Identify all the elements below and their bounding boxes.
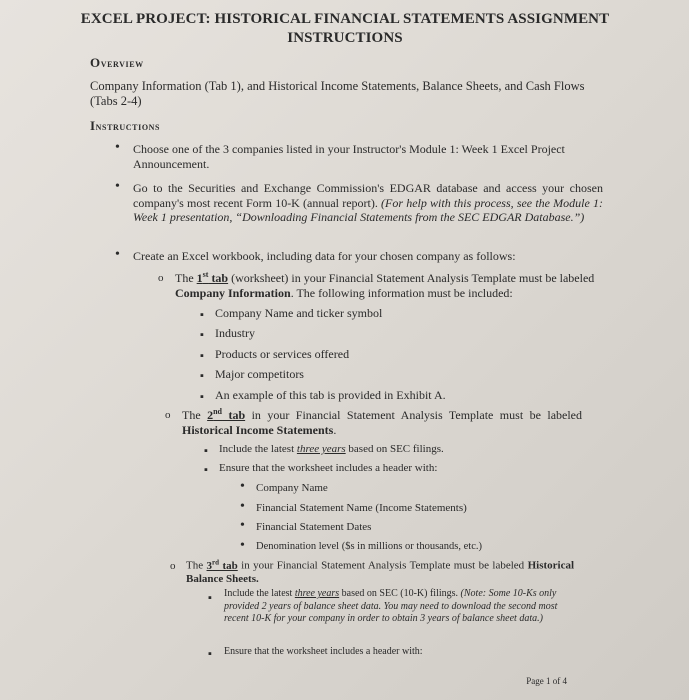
tab3-description: The 3rd tab in your Financial Statement Analysis Template must be labeled Historical Balance Sheets.	[186, 558, 575, 586]
tab1-item-4: Major competitors	[215, 367, 304, 381]
tab2-label: Historical Income Statements	[182, 422, 334, 437]
tab1-item-5: An example of this tab is provided in Exhibit A.	[215, 388, 446, 402]
square-bullet-icon	[208, 644, 212, 662]
tab2-header-item-2: Financial Statement Name (Income Statements)	[256, 502, 467, 514]
tab2-ensure: Ensure that the worksheet includes a header with:	[219, 462, 438, 474]
bullet-icon	[115, 177, 120, 195]
bullet-2-note: (For help with this process, see the Module 1: Week 1 presentation, “Downloading Financial Statements from the SEC EDGAR Database.”)	[133, 195, 603, 224]
square-bullet-icon	[208, 588, 212, 606]
tab1-item-3: Products or services offered	[215, 347, 350, 361]
square-bullet-icon	[200, 346, 204, 364]
square-bullet-icon	[204, 441, 208, 459]
square-bullet-icon	[200, 366, 204, 384]
bullet-icon	[240, 477, 245, 495]
tab3-ensure: Ensure that the worksheet includes a header with:	[224, 646, 423, 657]
overview-heading: Overview	[90, 55, 144, 70]
tab2-header-item-3: Financial Statement Dates	[256, 521, 372, 533]
bullet-icon	[240, 497, 245, 515]
document-title	[60, 10, 630, 48]
square-bullet-icon	[200, 387, 204, 405]
sub-bullet-icon	[165, 405, 171, 423]
bullet-icon	[240, 516, 245, 534]
square-bullet-icon	[200, 325, 204, 343]
square-bullet-icon	[200, 305, 204, 323]
instructions-heading: Instructions	[90, 118, 161, 133]
tab1-description: The 1st tab (worksheet) in your Financial Statement Analysis Template must be labeled Company Information. The following information must be included:	[175, 270, 595, 300]
tab1-label: Company Information	[175, 285, 291, 300]
tab3-label: Historical Balance Sheets.	[186, 559, 575, 586]
bullet-icon	[115, 138, 120, 156]
square-bullet-icon	[204, 460, 208, 478]
tab2-header-item-1: Company Name	[256, 482, 328, 494]
bullet-icon	[240, 536, 245, 554]
tab2-description: The 2nd tab in your Financial Statement Analysis Template must be labeled Historical Income Statements.	[182, 407, 583, 437]
title-line-2: INSTRUCTIONS	[287, 30, 403, 46]
sub-bullet-icon	[170, 556, 176, 574]
instruction-bullet-3: Create an Excel workbook, including data for your chosen company as follows:	[133, 249, 516, 263]
bullet-2-text: Go to the Securities and Exchange Commission's EDGAR database and access your chosen company's most recent Form 10-K (annual report).	[133, 181, 603, 210]
tab2-include: Include the latest three years based on SEC filings.	[219, 443, 444, 455]
instruction-bullet-1: Choose one of the 3 companies listed in your Instructor's Module 1: Week 1 Excel Project Announcement.	[133, 142, 565, 171]
overview-text: Company Information (Tab 1), and Historical Income Statements, Balance Sheets, and Cash Flows (Tabs 2-4)	[90, 79, 585, 108]
tab1-item-2: Industry	[215, 326, 255, 340]
instruction-bullet-2	[133, 181, 603, 225]
page-footer: Page 1 of 4	[526, 676, 567, 686]
tab1-item-1: Company Name and ticker symbol	[215, 306, 383, 320]
tab2-header-item-4: Denomination level ($s in millions or thousands, etc.)	[256, 541, 483, 552]
sub-bullet-icon	[158, 268, 164, 286]
tab3-include: Include the latest three years based on SEC (10-K) filings. (Note: Some 10-Ks only provided 2 years of balance sheet data. You may need to download the second most recent 10-K for your company in order to obtain 3 years of balance sheet data.)	[224, 588, 558, 624]
title-line-1: EXCEL PROJECT: HISTORICAL FINANCIAL STATEMENTS ASSIGNMENT	[80, 11, 610, 27]
bullet-icon	[115, 245, 120, 263]
